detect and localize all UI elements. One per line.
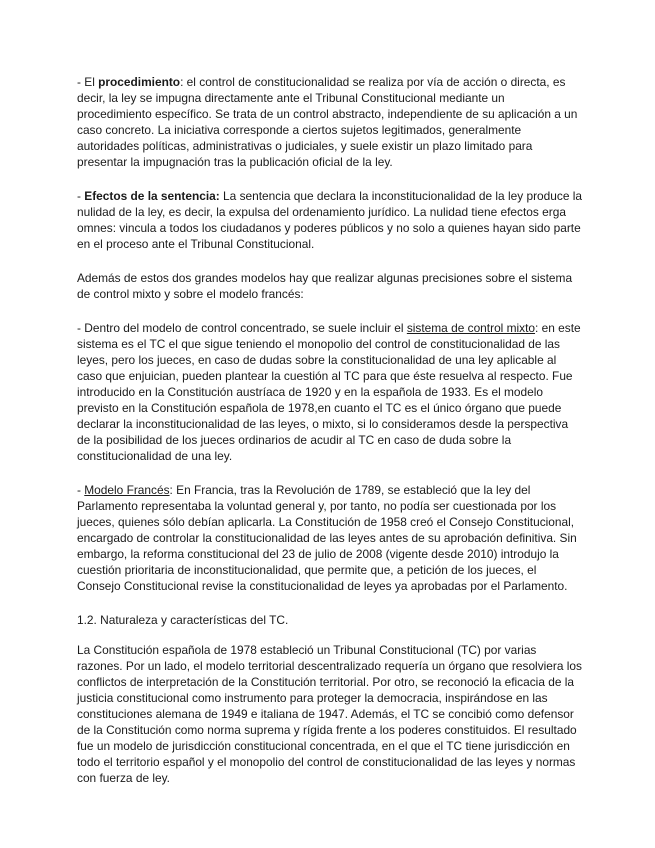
procedimiento-text: : el control de constitucionalidad se realiza por vía de acción o directa, es decir, la ley se impugna directamente ante el Tribunal Constitucional mediante un procedimiento específico. Se trata de un control abstracto, independiente de su aplicación a un caso concreto. La iniciativa corresponde a ciertos sujetos legitimados, generalmente autoridades políticas, administrativas o judiciales, y suele existir un plazo limitado para presentar la impugnación tras la publicación oficial de la ley. <box>77 75 578 169</box>
frances-term: Modelo Francés <box>84 483 170 497</box>
paragraph-naturaleza: La Constitución española de 1978 estableció un Tribunal Constitucional (TC) por varias razones. Por un lado, el modelo territorial descentralizado requería un órgano que resolviera los conflictos de interpretación de la Constitución territorial. Por otro, se reconoció la eficacia de la justicia constitucional como instrumento para proteger la democracia, inspirándose en las constituciones alemana de 1949 e italiana de 1947. Además, el TC se concibió como defensor de la Constitución como norma suprema y rígida frente a los poderes constituidos. El resultado fue un modelo de jurisdicción constitucional concentrada, en el que el TC tiene jurisdicción en todo el territorio español y el monopolio del control de constitucionalidad de las leyes y normas con fuerza de ley. <box>77 643 582 785</box>
frances-prefix: - <box>77 483 85 497</box>
paragraph-intro: Además de estos dos grandes modelos hay que realizar algunas precisiones sobre el sistema de control mixto y sobre el modelo francés: <box>77 271 573 301</box>
efectos-text: La sentencia que declara la inconstitucionalidad de la ley produce la nulidad de la ley, es decir, la expulsa del ordenamiento jurídico. La nulidad tiene efectos erga omnes: vincula a todos los ciudadanos y poderes públicos y no solo a quienes hayan sido parte en el proceso ante el Tribunal Constitucional. <box>77 189 582 251</box>
paragraph-efectos <box>77 188 582 252</box>
paragraph-frances <box>77 482 582 594</box>
efectos-term: Efectos de la sentencia: <box>84 189 220 203</box>
frances-text: : En Francia, tras la Revolución de 1789, se estableció que la ley del Parlamento representaba la voluntad general y, por tanto, no podía ser cuestionada por los jueces, quienes sólo debían aplicarla. La Constitución de 1958 creó el Consejo Constitucional, encargado de controlar la constitucionalidad de las leyes antes de su aprobación definitiva. Sin embargo, la reforma constitucional del 23 de julio de 2008 (vigente desde 2010) introdujo la cuestión prioritaria de inconstitucionalidad, que permite que, a petición de los jueces, el Consejo Constitucional revise la constitucionalidad de leyes ya aprobadas por el Parlamento. <box>77 483 577 593</box>
mixto-prefix: - Dentro del modelo de control concentrado, se suele incluir el <box>77 321 407 335</box>
section-heading: 1.2. Naturaleza y características del TC. <box>77 613 289 627</box>
mixto-text: : en este sistema es el TC el que sigue teniendo el monopolio del control de constitucionalidad de las leyes, pero los jueces, en caso de dudas sobre la constitucionalidad de una ley aplicable al caso que enjuician, pueden plantear la cuestión al TC para que éste resuelva al respecto. Fue introducido en la Constitución austríaca de 1920 y en la española de 1933. Es el modelo previsto en la Constitución española de 1978,en cuanto el TC es el único órgano que puede declarar la inconstitucionalidad de las leyes, o mixto, si lo consideramos desde la perspectiva de la posibilidad de los jueces ordinarios de acudir al TC en caso de duda sobre la constitucionalidad de una ley. <box>77 321 581 463</box>
paragraph-procedimiento <box>77 74 582 170</box>
paragraph-mixto <box>77 320 582 464</box>
document-page <box>77 74 582 804</box>
procedimiento-term: procedimiento <box>98 75 181 89</box>
procedimiento-prefix: - El <box>77 75 99 89</box>
efectos-prefix: - <box>77 189 85 203</box>
mixto-term: sistema de control mixto <box>406 321 536 335</box>
